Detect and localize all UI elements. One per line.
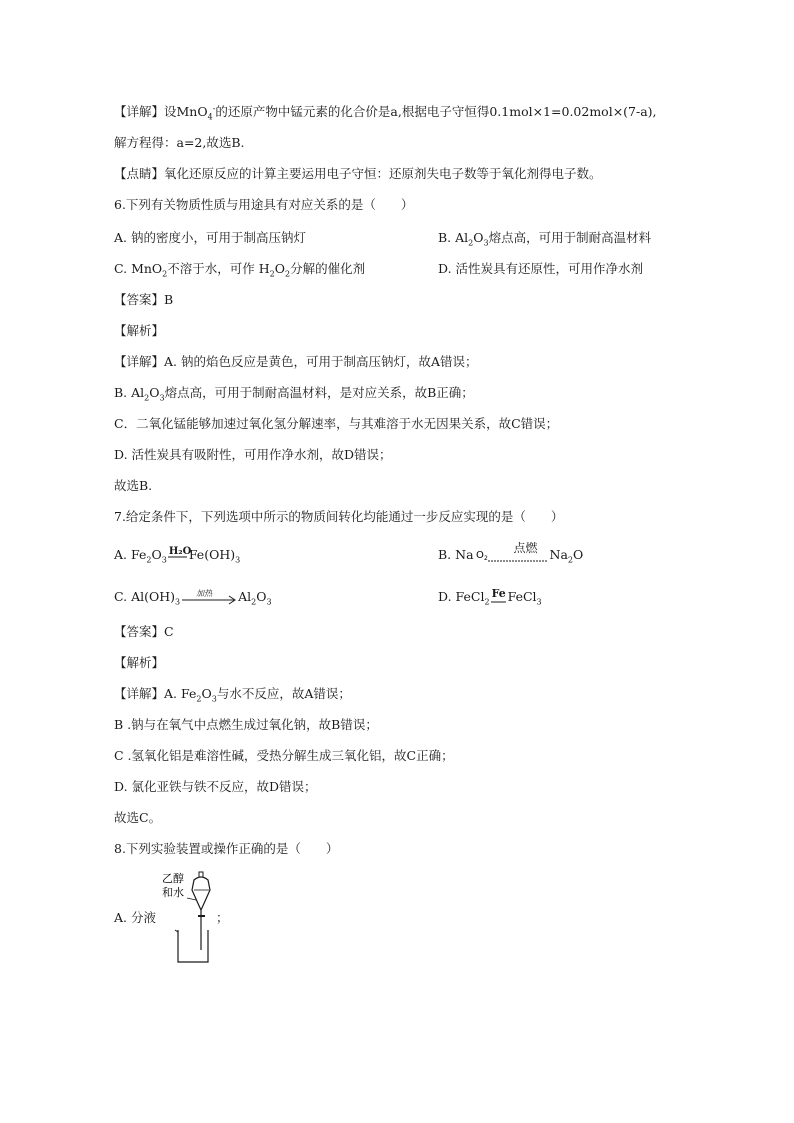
- reaction-arrow: [167, 545, 192, 564]
- analysis-7-a: [114, 686, 351, 702]
- analysis-7-b: B .钠与在氧气中点燃生成过氧化钠，故B错误；: [114, 717, 378, 732]
- subscript: 2: [468, 238, 474, 248]
- text: 【详解】A. Fe: [114, 686, 197, 701]
- text: O: [256, 589, 267, 604]
- separatory-funnel-figure: [160, 870, 220, 965]
- text: B. Na: [438, 547, 474, 562]
- text: 的还原产物中锰元素的化合价是a,根据电子守恒得0.1mol×1=0.02mol×(7-a),: [215, 104, 657, 119]
- subscript: 2: [484, 597, 490, 607]
- text: O: [573, 547, 584, 562]
- text: 熔点高，可用于制耐高温材料: [488, 230, 652, 245]
- q7-option-b: [438, 540, 584, 565]
- q6-option-b: [438, 230, 651, 246]
- subscript: 3: [175, 597, 181, 607]
- text: O: [473, 230, 484, 245]
- q8-option-a-end: ；: [216, 910, 229, 925]
- text: 【详解】设MnO: [114, 104, 208, 119]
- text: Fe(OH): [188, 547, 236, 562]
- text: FeCl: [507, 589, 537, 604]
- reaction-arrow: [180, 590, 238, 606]
- text: O: [201, 686, 212, 701]
- text: D. FeCl: [438, 589, 485, 604]
- answer-6: 【答案】B: [114, 292, 174, 307]
- detail-line-1: [114, 104, 657, 120]
- subscript: 2: [567, 555, 574, 565]
- q7-option-c: [114, 589, 272, 606]
- text: C. Al(OH): [114, 589, 175, 604]
- funnel-diagram: [160, 870, 220, 965]
- subscript: 3: [266, 597, 272, 607]
- text: A. Fe: [114, 547, 147, 562]
- analysis-6-title: 【解析】: [114, 323, 165, 338]
- subscript: 2: [284, 269, 291, 279]
- subscript: 3: [161, 555, 167, 565]
- q7-option-a: [114, 547, 240, 564]
- subscript: 2: [144, 393, 150, 403]
- analysis-7-conclusion: 故选C。: [114, 810, 162, 825]
- analysis-6-c: C．二氧化锰能够加速过氧化氢分解速率，与其难溶于水无因果关系，故C错误；: [114, 416, 559, 431]
- q7-option-d: [438, 586, 542, 607]
- reaction-condition: Fe: [491, 586, 506, 600]
- analysis-6-b: [114, 385, 474, 401]
- text: B. Al: [438, 230, 469, 245]
- reaction-arrow: [474, 540, 550, 564]
- figure-label-water: 和水: [162, 886, 184, 899]
- analysis-6-conclusion: 故选B.: [114, 478, 153, 493]
- arrow-icon: [474, 548, 550, 564]
- text: O: [151, 547, 162, 562]
- text: 分解的催化剂: [290, 261, 366, 276]
- q8-option-a: A. 分液: [114, 910, 156, 925]
- figure-label-ethanol: 乙醇: [162, 872, 184, 885]
- reaction-arrow: [490, 586, 508, 606]
- q6-option-a: A. 钠的密度小，可用于制高压钠灯: [114, 230, 306, 245]
- analysis-7-c: C .氢氧化铝是难溶性碱，受热分解生成三氧化铝，故C正确；: [114, 748, 454, 763]
- analysis-6-a: 【详解】A. 钠的焰色反应是黄色，可用于制高压钠灯，故A错误；: [114, 354, 478, 369]
- subscript: 2: [146, 555, 152, 565]
- detail-line-2: 解方程得：a=2,故选B.: [114, 135, 245, 150]
- question-7: 7.给定条件下，下列选项中所示的物质间转化均能通过一步反应实现的是（ ）: [114, 509, 564, 524]
- q6-option-c: [114, 261, 365, 277]
- text: O: [274, 261, 285, 276]
- subscript: 3: [211, 694, 217, 704]
- text: Na: [549, 547, 568, 562]
- reaction-condition: 点燃: [513, 540, 538, 555]
- text: C. MnO: [114, 261, 163, 276]
- text: O: [149, 385, 160, 400]
- subscript: 4: [207, 112, 213, 122]
- analysis-7-title: 【解析】: [114, 655, 165, 670]
- subscript: 2: [269, 269, 275, 279]
- svg-text:O: O: [475, 549, 484, 561]
- subscript: 2: [162, 269, 168, 279]
- answer-7: 【答案】C: [114, 624, 174, 639]
- question-6: 6.下列有关物质性质与用途具有对应关系的是（ ）: [114, 197, 414, 212]
- text: 与水不反应，故A错误；: [216, 686, 351, 701]
- text: B. Al: [114, 385, 145, 400]
- reaction-condition: 加热: [196, 588, 213, 598]
- analysis-6-d: D. 活性炭具有吸附性，可用作净水剂，故D错误；: [114, 447, 392, 462]
- text: Al: [238, 589, 252, 604]
- reaction-condition: H₂O: [168, 545, 192, 557]
- text: 熔点高，可用于制耐高温材料，是对应关系，故B正确；: [164, 385, 474, 400]
- superscript: -: [212, 103, 216, 113]
- subscript: 3: [159, 393, 165, 403]
- q6-option-d: D. 活性炭具有还原性，可用作净水剂: [438, 261, 644, 276]
- subscript: 3: [483, 238, 489, 248]
- question-8: 8.下列实验装置或操作正确的是（ ）: [114, 841, 339, 856]
- svg-text:2: 2: [483, 554, 488, 562]
- subscript: 3: [235, 555, 241, 565]
- subscript: 2: [251, 597, 257, 607]
- subscript: 2: [196, 694, 202, 704]
- note-line: 【点睛】氧化还原反应的计算主要运用电子守恒：还原剂失电子数等于氧化剂得电子数。: [114, 166, 602, 181]
- analysis-7-d: D. 氯化亚铁与铁不反应，故D错误；: [114, 779, 317, 794]
- arrow-icon: [180, 590, 238, 606]
- subscript: 3: [536, 597, 542, 607]
- text: 不溶于水，可作 H: [167, 261, 270, 276]
